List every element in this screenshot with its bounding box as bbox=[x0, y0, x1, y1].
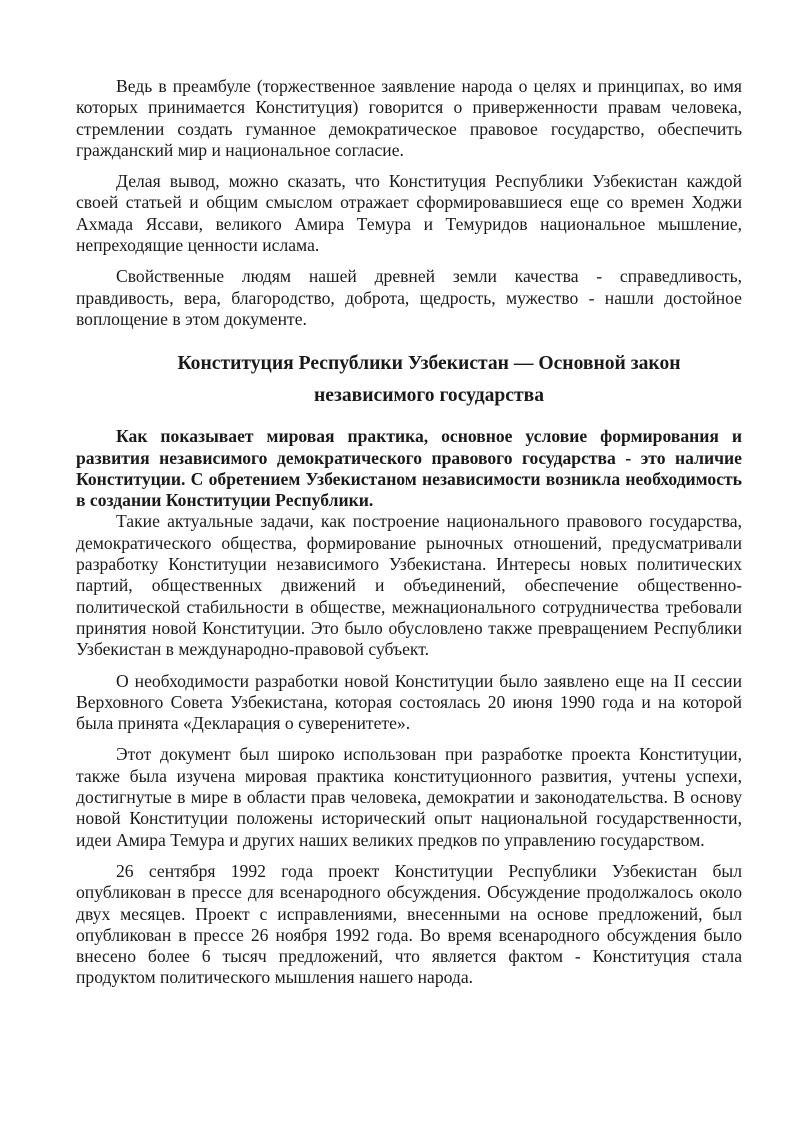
document-page bbox=[76, 76, 742, 989]
paragraph-conclusion: Делая вывод, можно сказать, что Конституция Республики Узбекистан каждой своей статьей и общим смыслом отражает сформировавшиеся еще со времен Ходжи Ахмада Яссави, великого Амира Темура и Темуридов национальное мышление, непреходящие ценности ислама. bbox=[76, 171, 742, 256]
paragraph-drafting: Этот документ был широко использован при разработке проекта Конституции, также была изучена мировая практика конституционного развития, учтены успехи, достигнутые в мире в области прав человека, демократии и законодательства. В основу новой Конституции положены исторический опыт национальной государственности, идеи Амира Темура и других наших великих предков по управлению государством. bbox=[76, 744, 742, 850]
section-heading bbox=[76, 348, 742, 412]
section-heading-line-2: независимого государства bbox=[313, 385, 544, 407]
paragraph-preamble: Ведь в преамбуле (торжественное заявление народа о целях и принципах, во имя которых принимается Конституция) говорится о приверженности правам человека, стремлении создать гуманное демократическое правовое государство, обеспечить гражданский мир и национальное согласие. bbox=[76, 76, 742, 160]
section-heading-line-1: Конституция Республики Узбекистан — Основной закон bbox=[177, 353, 681, 375]
lead-paragraph: Как показывает мировая практика, основное условие формирования и развития независимого демократического правового государства - это наличие Конституции. С обретением Узбекистаном независимости возникла необходимость в создании Конституции Республики. bbox=[76, 426, 742, 511]
paragraph-declaration: О необходимости разработки новой Конституции было заявлено еще на II сессии Верховного Совета Узбекистана, которая состоялась 20 июня 1990 года и на которой была принята «Декларация о суверенитете». bbox=[76, 670, 742, 734]
paragraph-qualities: Свойственные людям нашей древней земли качества - справедливость, правдивость, вера, благородство, доброта, щедрость, мужество - нашли достойное воплощение в этом документе. bbox=[76, 266, 742, 329]
paragraph-discussion: 26 сентября 1992 года проект Конституции Республики Узбекистан был опубликован в прессе для всенародного обсуждения. Обсуждение продолжалось около двух месяцев. Проект с исправлениями, внесенными на основе предложений, был опубликован в прессе 26 ноября 1992 года. Во время всенародного обсуждения было внесено более 6 тысяч предложений, что является фактом - Конституция стала продуктом политического мышления нашего народа. bbox=[76, 860, 742, 988]
paragraph-tasks: Такие актуальные задачи, как построение национального правового государства, демократического общества, формирование рыночных отношений, предусматривали разработку Конституции независимого Узбекистана. Интересы новых политических партий, общественных движений и объединений, обеспечение общественно-политической стабильности в обществе, межнационального сотрудничества требовали принятия новой Конституции. Это было обусловлено также превращением Республики Узбекистан в международно-правовой субъект. bbox=[76, 511, 742, 660]
